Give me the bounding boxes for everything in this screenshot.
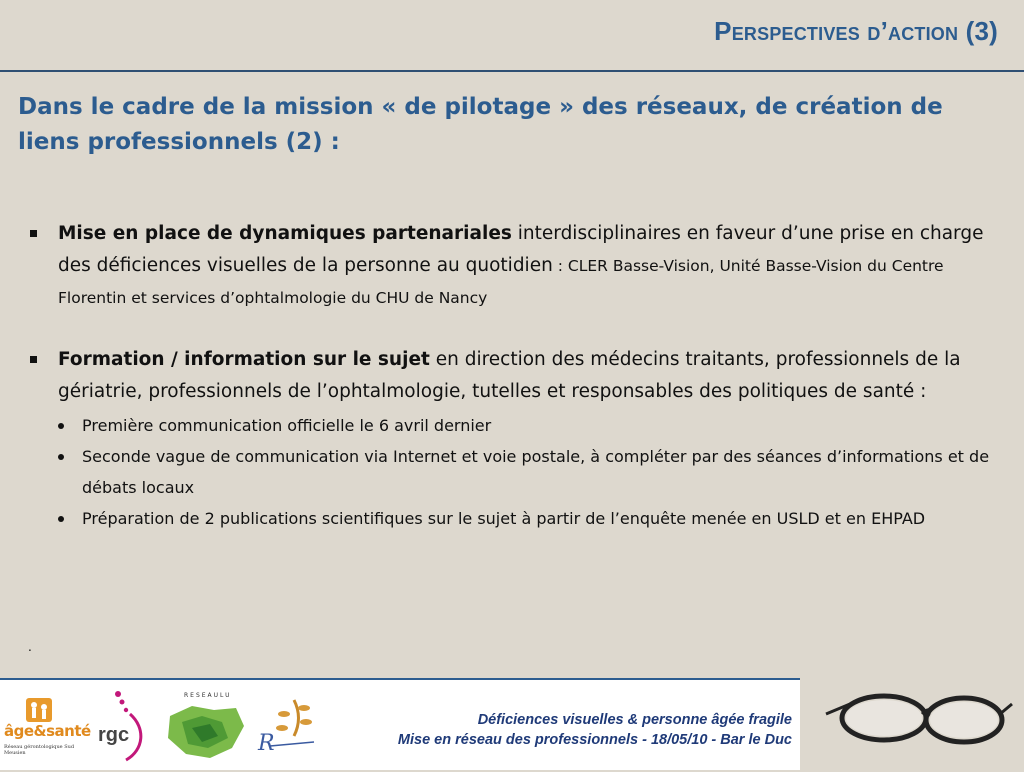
bullet-text: en direction des médecins traitants, professionnels de la gériatrie, professionnels de l’ophtalmologie, tutelles et responsables des politiques de santé : xyxy=(58,349,961,402)
slide-title: Perspectives d’action (3) xyxy=(714,16,998,46)
sub-bullet-text: Première communication officielle le 6 avril dernier xyxy=(82,416,492,435)
footer-banner xyxy=(0,678,800,770)
reseaulu-logo xyxy=(162,692,248,768)
rgc-logo xyxy=(96,688,152,766)
svg-text:R: R xyxy=(258,731,275,756)
reseaulu-wordmark: RESEAULU xyxy=(184,692,232,699)
title-divider xyxy=(0,70,1024,72)
sub-bullet-text: Préparation de 2 publications scientifiques sur le sujet à partir de l’enquête menée en USLD et en EHPAD xyxy=(82,509,926,528)
slide-subtitle: Dans le cadre de la mission « de pilotage » des réseaux, de création de liens professionnels (2) : xyxy=(18,94,943,155)
square-bullet-icon xyxy=(30,356,37,363)
dot-bullet-icon xyxy=(58,516,64,522)
dot-bullet-icon xyxy=(58,423,64,429)
bullet-small-text: : CLER Basse-Vision, Unité Basse-Vision du Centre Florentin et services d’ophtalmologie du CHU de Nancy xyxy=(58,257,944,307)
footer-line-2: Mise en réseau des professionnels - 18/05/10 - Bar le Duc xyxy=(397,732,792,748)
bullet-bold-text: Mise en place de dynamiques partenariales xyxy=(58,223,512,244)
reseau-gerontologique-logo xyxy=(254,694,326,766)
bullet-partnerships xyxy=(30,218,1000,314)
slide-content xyxy=(30,218,1000,534)
rgc-wordmark: rgc xyxy=(98,724,130,746)
trailing-mark: . xyxy=(28,640,32,654)
sub-bullet-item xyxy=(30,410,1000,441)
bullet-text: interdisciplinaires en faveur d’une prise en charge des déficiences visuelles de la personne au quotidien xyxy=(58,223,984,276)
dot-bullet-icon xyxy=(58,454,64,460)
age-sante-caption: Réseau gérontologique Sud Meusien xyxy=(4,744,75,756)
sub-bullet-item xyxy=(30,441,1000,503)
age-sante-logo xyxy=(4,696,91,766)
bullet-training xyxy=(30,344,1000,408)
footer-line-1: Déficiences visuelles & personne âgée fragile xyxy=(477,712,792,728)
footer-caption xyxy=(398,710,792,750)
sub-bullet-item xyxy=(30,503,1000,534)
sub-bullet-text: Seconde vague de communication via Internet et voie postale, à compléter par des séances d’informations et de débats locaux xyxy=(82,447,990,497)
age-sante-wordmark: âge&santé xyxy=(4,722,91,740)
glasses-illustration xyxy=(806,674,1016,768)
sub-bullet-list xyxy=(30,410,1000,534)
bullet-bold-text: Formation / information sur le sujet xyxy=(58,349,430,370)
square-bullet-icon xyxy=(30,230,37,237)
